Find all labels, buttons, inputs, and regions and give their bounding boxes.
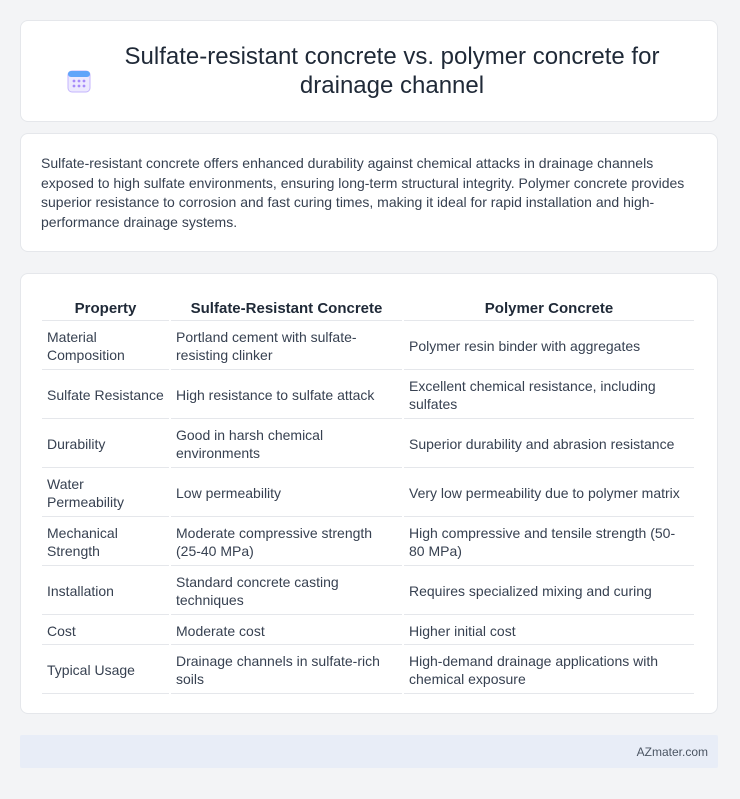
column-header-polymer: Polymer Concrete: [404, 296, 694, 321]
calendar-icon: [66, 68, 92, 94]
table-header-row: [42, 296, 694, 321]
table-cell-property: Installation: [42, 568, 169, 615]
intro-card: [20, 133, 718, 252]
title-wrap: [66, 42, 672, 100]
table-cell-sulfate-resistant: Good in harsh chemical environments: [171, 421, 402, 468]
intro-paragraph: Sulfate-resistant concrete offers enhanced durability against chemical attacks in drainage channels exposed to high sulfate environments, ensuring long-term structural integrity. Polymer concrete provides superior resistance to corrosion and fast curing times, making it ideal for rapid installation and high-performance drainage systems.: [41, 155, 685, 230]
table-cell-polymer: Polymer resin binder with aggregates: [404, 323, 694, 370]
column-header-property: Property: [42, 296, 169, 321]
table-cell-property: Mechanical Strength: [42, 519, 169, 566]
table-cell-polymer: Very low permeability due to polymer matrix: [404, 470, 694, 517]
table-cell-property: Water Permeability: [42, 470, 169, 517]
page-title: Sulfate-resistant concrete vs. polymer concrete for drainage channel: [124, 43, 660, 99]
table-row: [42, 647, 694, 694]
table-cell-property: Typical Usage: [42, 647, 169, 694]
table-row: [42, 323, 694, 370]
table-row: [42, 372, 694, 419]
table-row: [42, 568, 694, 615]
table-cell-sulfate-resistant: Low permeability: [171, 470, 402, 517]
table-row: [42, 519, 694, 566]
table-row: [42, 617, 694, 645]
table-cell-polymer: Requires specialized mixing and curing: [404, 568, 694, 615]
table-cell-property: Durability: [42, 421, 169, 468]
table-cell-sulfate-resistant: High resistance to sulfate attack: [171, 372, 402, 419]
table-cell-sulfate-resistant: Drainage channels in sulfate-rich soils: [171, 647, 402, 694]
table-row: [42, 470, 694, 517]
table-cell-sulfate-resistant: Moderate compressive strength (25-40 MPa): [171, 519, 402, 566]
table-cell-polymer: Superior durability and abrasion resistance: [404, 421, 694, 468]
table-cell-sulfate-resistant: Standard concrete casting techniques: [171, 568, 402, 615]
column-header-sulfate-resistant: Sulfate-Resistant Concrete: [171, 296, 402, 321]
table-cell-property: Sulfate Resistance: [42, 372, 169, 419]
table-cell-sulfate-resistant: Portland cement with sulfate-resisting clinker: [171, 323, 402, 370]
table-row: [42, 421, 694, 468]
table-cell-sulfate-resistant: Moderate cost: [171, 617, 402, 645]
comparison-table: [40, 294, 696, 696]
table-cell-polymer: High compressive and tensile strength (50-80 MPa): [404, 519, 694, 566]
table-cell-property: Material Composition: [42, 323, 169, 370]
table-cell-property: Cost: [42, 617, 169, 645]
table-cell-polymer: Excellent chemical resistance, including sulfates: [404, 372, 694, 419]
table-cell-polymer: High-demand drainage applications with chemical exposure: [404, 647, 694, 694]
table-cell-polymer: Higher initial cost: [404, 617, 694, 645]
title-card: [20, 20, 718, 122]
comparison-table-card: [20, 273, 718, 714]
footer: [20, 735, 718, 768]
footer-site-name: AZmater.com: [636, 744, 708, 759]
